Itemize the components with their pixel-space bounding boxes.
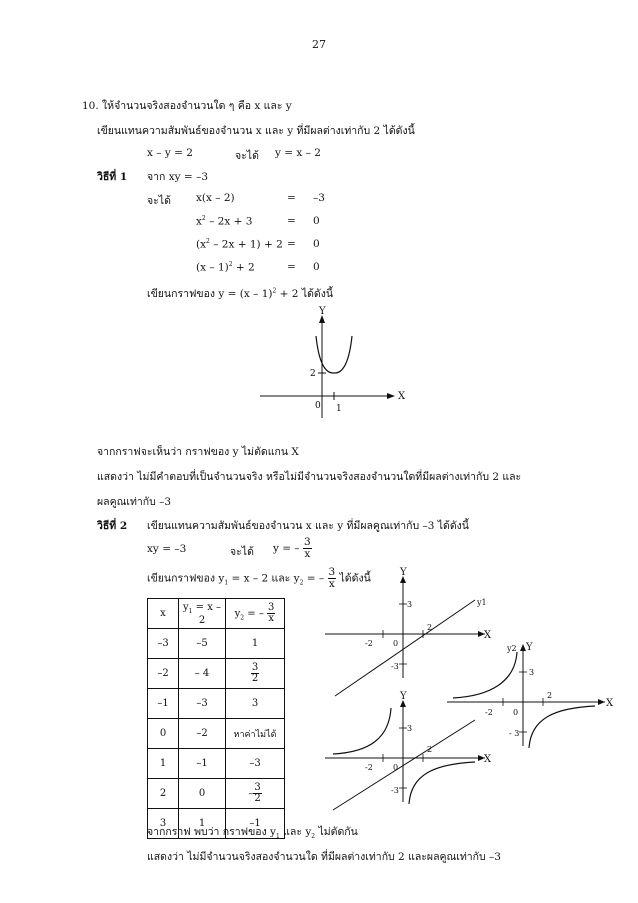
step-eq: = bbox=[287, 192, 296, 204]
step-lhs: $x^2 - 2x + 3$ bbox=[196, 215, 253, 228]
step-eq: = bbox=[287, 261, 296, 273]
y-axis-label: Y bbox=[319, 306, 326, 317]
method2-conclusion-1: จากกราฟ พบว่า กราฟของ $y_1$ และ $y_2$ ไม่ตัดกัน bbox=[147, 826, 358, 841]
cell-x: 2 bbox=[148, 779, 179, 809]
x-axis-label: X bbox=[398, 391, 406, 402]
y-axis-label: Y bbox=[400, 691, 407, 702]
cell-y2: หาค่าไม่ได้ bbox=[226, 719, 285, 749]
relation-mid: จะได้ bbox=[235, 150, 259, 162]
method1-conclusion-2: แสดงว่า ไม่มีคำตอบที่เป็นจำนวนจริง หรือไม่มีจำนวนจริงสองจำนวนใดที่มีผลต่างเท่ากับ 2 และ bbox=[97, 471, 522, 483]
tick-m2: -2 bbox=[365, 639, 373, 648]
step-rhs: 0 bbox=[313, 215, 320, 227]
method1-graph-intro: เขียนกราฟของ y = (x – 1)$^2$ + 2 ได้ดังนี้ bbox=[147, 287, 334, 300]
tick-m2: -2 bbox=[485, 708, 493, 717]
tick-m3: -3 bbox=[391, 662, 399, 671]
origin-label: 0 bbox=[393, 639, 399, 648]
tick-m2: -2 bbox=[365, 763, 373, 772]
cell-y1: 0 bbox=[179, 779, 226, 809]
cell-y2: 1 bbox=[226, 629, 285, 659]
table-row bbox=[148, 749, 285, 779]
step-rhs: –3 bbox=[313, 192, 325, 204]
cell-y1: –2 bbox=[179, 719, 226, 749]
page-number: 27 bbox=[312, 38, 326, 51]
tick-x-1: 1 bbox=[336, 404, 342, 414]
tick-2: 2 bbox=[427, 745, 433, 754]
origin-label: 0 bbox=[393, 763, 399, 772]
table-header-row bbox=[148, 599, 285, 629]
line-label: y1 bbox=[477, 598, 487, 607]
cell-y2: –3 bbox=[226, 749, 285, 779]
table-row bbox=[148, 779, 285, 809]
x-axis-label: X bbox=[606, 698, 614, 709]
method1-conclusion-3: ผลคูณเท่ากับ –3 bbox=[97, 496, 172, 508]
x-axis-label: X bbox=[484, 754, 492, 765]
method2-relation-right: y = – $\frac{3}{x}$ bbox=[273, 536, 311, 561]
cell-x: –2 bbox=[148, 659, 179, 689]
cell-y1: 1 bbox=[179, 809, 226, 839]
cell-y1: –5 bbox=[179, 629, 226, 659]
method2-relation-mid: จะได้ bbox=[230, 546, 254, 558]
step-lhs: x(x – 2) bbox=[196, 192, 235, 204]
problem-intro: เขียนแทนความสัมพันธ์ของจำนวน x และ y ที่มีผลต่างเท่ากับ 2 ได้ดังนี้ bbox=[97, 125, 415, 137]
table-row bbox=[148, 629, 285, 659]
header-y2: $y_2$ = – $\frac{3}{x}$ bbox=[226, 599, 285, 629]
step-rhs: 0 bbox=[313, 238, 320, 250]
header-y1: $y_1 = x - 2$ bbox=[179, 599, 226, 629]
step-eq: = bbox=[287, 238, 296, 250]
value-table bbox=[147, 598, 285, 839]
graph-combined bbox=[325, 691, 495, 804]
table-row bbox=[148, 659, 285, 689]
method1-from: จาก xy = –3 bbox=[147, 171, 209, 183]
problem-heading: 10. ให้จำนวนจริงสองจำนวนใด ๆ คือ x และ y bbox=[82, 100, 292, 112]
origin-label: 0 bbox=[513, 708, 519, 717]
relation-left: x – y = 2 bbox=[147, 147, 193, 159]
y-axis-label: Y bbox=[526, 642, 533, 653]
parabola-graph bbox=[258, 300, 418, 430]
method2-intro: เขียนแทนความสัมพันธ์ของจำนวน x และ y ที่มีผลคูณเท่ากับ –3 ได้ดังนี้ bbox=[147, 520, 469, 532]
method2-label: วิธีที่ 2 bbox=[97, 520, 128, 532]
cell-x: 3 bbox=[148, 809, 179, 839]
step-lhs: (x – 1)$^2$ + 2 bbox=[196, 261, 255, 274]
tick-m3: -3 bbox=[391, 786, 399, 795]
y-axis-label: Y bbox=[400, 567, 407, 578]
origin-label: 0 bbox=[315, 401, 321, 411]
table-row bbox=[148, 689, 285, 719]
cell-x: –1 bbox=[148, 689, 179, 719]
cell-y2: – $\frac{3}{2}$ bbox=[226, 779, 285, 809]
method2-graph-intro: เขียนกราฟของ $y_1 = x - 2$ และ $y_2$ = – $\frac{3}{x}$ ได้ดังนี้ bbox=[147, 566, 371, 591]
tick-3: 3 bbox=[407, 724, 413, 733]
tick-2: 2 bbox=[427, 623, 433, 632]
cell-x: 1 bbox=[148, 749, 179, 779]
tick-3: 3 bbox=[407, 600, 413, 609]
cell-y1: – 4 bbox=[179, 659, 226, 689]
cell-y2: –1 bbox=[226, 809, 285, 839]
method2-conclusion-2: แสดงว่า ไม่มีจำนวนจริงสองจำนวนใด ที่มีผลต่างเท่ากับ 2 และผลคูณเท่ากับ –3 bbox=[147, 851, 501, 863]
cell-x: 0 bbox=[148, 719, 179, 749]
cell-y2: $\frac{3}{2}$ bbox=[226, 659, 285, 689]
x-axis-label: X bbox=[484, 630, 492, 641]
header-x: x bbox=[148, 599, 179, 629]
tick-2: 2 bbox=[547, 691, 553, 700]
cell-x: –3 bbox=[148, 629, 179, 659]
table-row bbox=[148, 719, 285, 749]
relation-right: y = x – 2 bbox=[275, 147, 321, 159]
method2-relation-left: xy = –3 bbox=[147, 543, 187, 555]
tick-m3: - 3 bbox=[509, 729, 520, 738]
curve-label: y2 bbox=[507, 644, 517, 653]
cell-y2: 3 bbox=[226, 689, 285, 719]
step-rhs: 0 bbox=[313, 261, 320, 273]
method1-label: วิธีที่ 1 bbox=[97, 171, 128, 183]
cell-y1: –3 bbox=[179, 689, 226, 719]
step-eq: = bbox=[287, 215, 296, 227]
step-lhs: $(x^2 - 2x + 1) + 2$ bbox=[196, 238, 283, 251]
tick-3: 3 bbox=[529, 668, 535, 677]
method1-then: จะได้ bbox=[147, 195, 171, 207]
cell-y1: –1 bbox=[179, 749, 226, 779]
tick-y-2: 2 bbox=[310, 369, 316, 379]
method1-conclusion-1: จากกราฟจะเห็นว่า กราฟของ y ไม่ตัดแกน X bbox=[97, 446, 299, 458]
